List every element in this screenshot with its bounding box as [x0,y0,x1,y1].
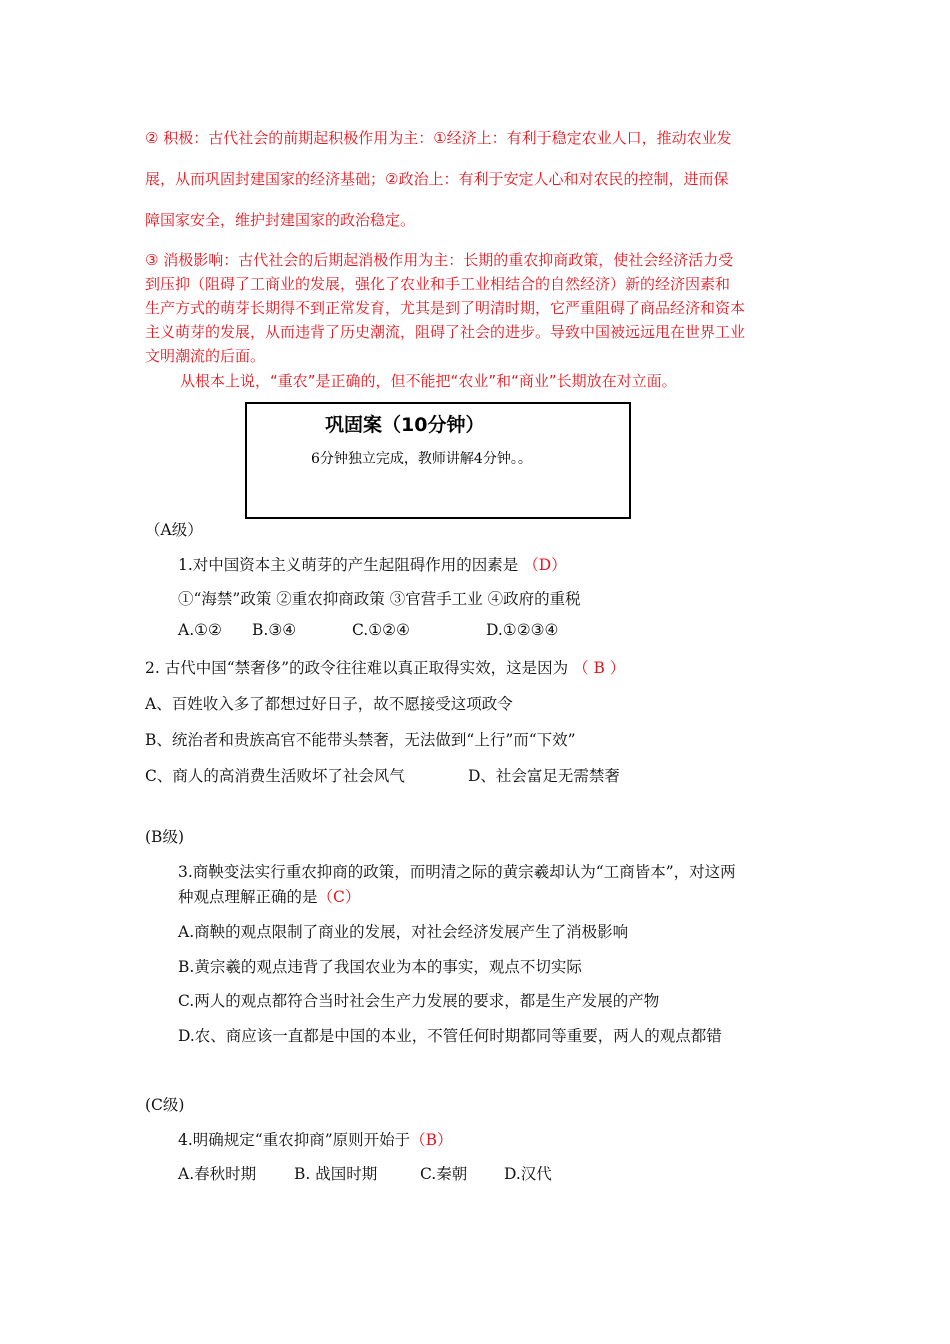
q1-option-d: D.①②③④ [486,621,559,639]
note-conclusion: 从根本上说，“重农”是正确的，但不能把“农业”和“商业”长期放在对立面。 [180,372,677,390]
level-a-label: （A级） [145,521,203,539]
q3-option-a: A.商鞅的观点限制了商业的发展，对社会经济发展产生了消极影响 [178,923,629,941]
q3-stem-1: 3.商鞅变法实行重农抑商的政策，而明清之际的黄宗羲却认为“工商皆本”，对这两 [178,863,736,881]
q1-option-b: B.③④ [252,621,297,639]
q2-answer: （ B ） [573,659,626,677]
q3-option-d: D.农、商应该一直都是中国的本业，不管任何时期都同等重要，两人的观点都错 [178,1027,722,1045]
q3-stem-line-2 [178,885,360,907]
q4-answer: （B） [410,1131,453,1149]
consolidation-title: 巩固案（10分钟） [325,414,485,436]
note-negative-line-2: 到压抑（阻碍了工商业的发展，强化了农业和手工业相结合的自然经济）新的经济因素和 [145,275,731,293]
note-positive-line-1: ② 积极：古代社会的前期起积极作用为主：①经济上：有利于稳定农业人口，推动农业发 [145,129,732,147]
q1-stem: 1.对中国资本主义萌芽的产生起阻碍作用的因素是 [178,556,519,574]
q4-option-a: A.春秋时期 [178,1165,257,1183]
level-c-label: (C级) [145,1096,185,1114]
q1-option-c: C.①②④ [352,621,410,639]
q2-option-c: C、商人的高消费生活败坏了社会风气 [145,767,405,785]
q2-option-a: A、百姓收入多了都想过好日子，故不愿接受这项政令 [145,695,513,713]
q2-option-d: D、社会富足无需禁奢 [468,767,620,785]
q1-items: ①“海禁”政策 ②重农抑商政策 ③官营手工业 ④政府的重税 [178,590,581,608]
q3-answer: （C） [317,888,361,906]
note-negative-line-1: ③ 消极影响：古代社会的后期起消极作用为主：长期的重农抑商政策，使社会经济活力受 [145,251,734,269]
q1-option-a: A.①② [178,621,222,639]
q3-option-b: B.黄宗羲的观点违背了我国农业为本的事实，观点不切实际 [178,958,582,976]
q4-stem-line [178,1128,453,1150]
q3-option-c: C.两人的观点都符合当时社会生产力发展的要求，都是生产发展的产物 [178,992,660,1010]
q2-option-b: B、统治者和贵族高官不能带头禁奢，无法做到“上行”而“下效” [145,731,576,749]
consolidation-box [245,402,631,519]
q4-option-c: C.秦朝 [420,1165,468,1183]
q1-stem-line [178,553,567,575]
note-negative-line-4: 主义萌芽的发展，从而违背了历史潮流，阻碍了社会的进步。导致中国被远远甩在世界工业 [145,323,746,341]
q4-option-b: B. 战国时期 [294,1165,378,1183]
level-b-label: (B级) [145,828,184,846]
q2-stem: 2. 古代中国“禁奢侈”的政令往往难以真正取得实效，这是因为 [145,659,569,677]
consolidation-subtitle: 6分钟独立完成，教师讲解4分钟。。 [311,451,532,467]
q4-option-d: D.汉代 [504,1165,552,1183]
note-positive-line-3: 障国家安全，维护封建国家的政治稳定。 [145,211,416,229]
note-positive-line-2: 展，从而巩固封建国家的经济基础；②政治上：有利于安定人心和对农民的控制，进而保 [145,170,729,188]
note-negative-line-5: 文明潮流的后面。 [145,347,266,365]
q2-stem-line [145,656,625,678]
q1-answer: （D） [523,556,567,574]
q3-stem-2: 种观点理解正确的是 [178,888,318,906]
note-negative-line-3: 生产方式的萌芽长期得不到正常发育，尤其是到了明清时期，它严重阻碍了商品经济和资本 [145,299,746,317]
q4-stem: 4.明确规定“重农抑商”原则开始于 [178,1131,411,1149]
